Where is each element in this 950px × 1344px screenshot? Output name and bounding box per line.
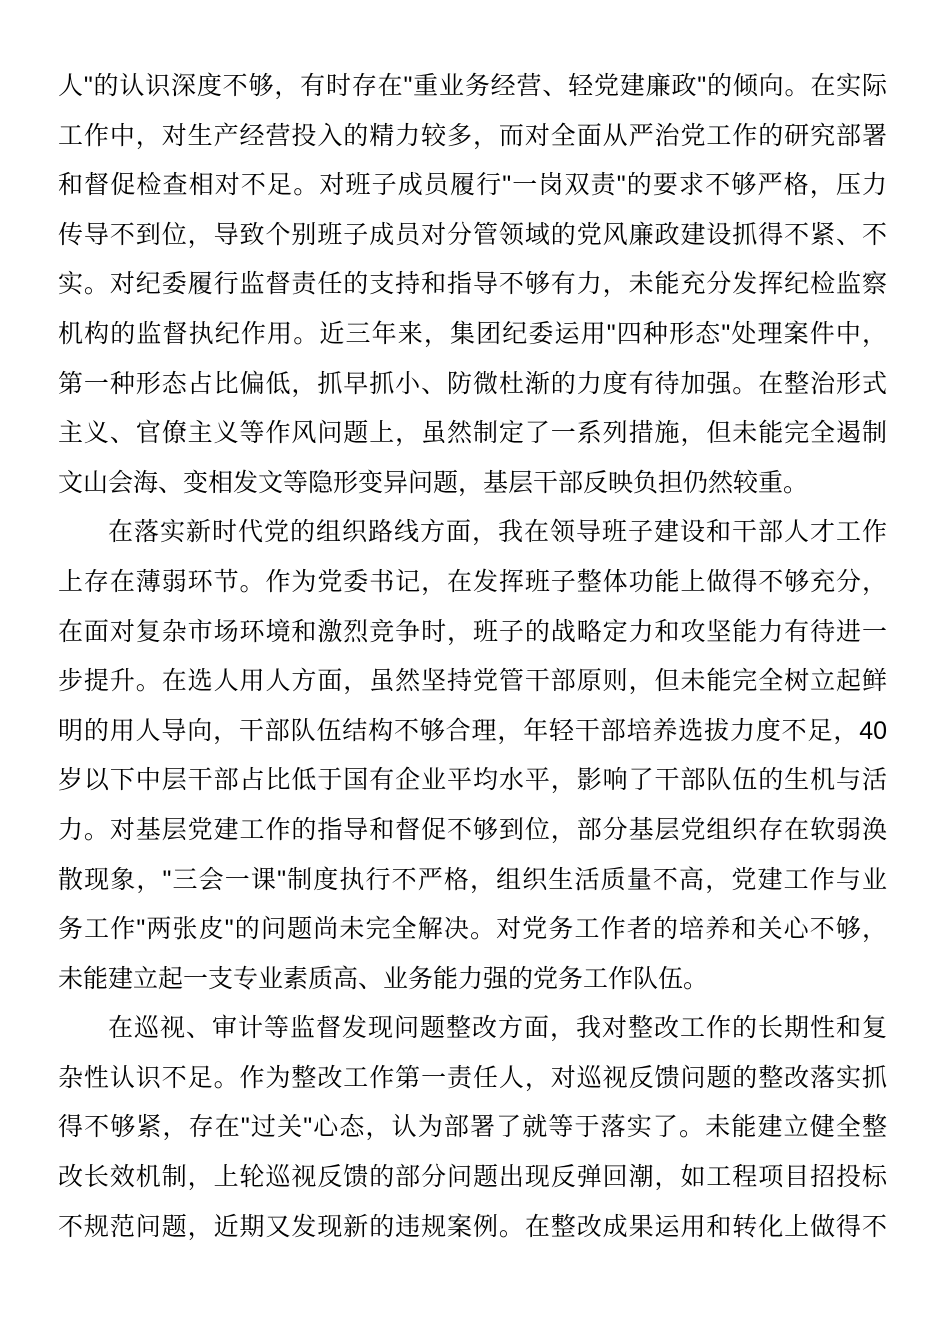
- text-line: 实。对纪委履行监督责任的支持和指导不够有力，未能充分发挥纪检监察: [58, 270, 887, 299]
- text-line: 务工作"两张皮"的问题尚未完全解决。对党务工作者的培养和关心不够，: [58, 915, 887, 944]
- text-line: 人"的认识深度不够，有时存在"重业务经营、轻党建廉政"的倾向。在实际: [58, 72, 887, 100]
- text-line: 明的用人导向，干部队伍结构不够合理，年轻干部培养选拔力度不足，40: [58, 716, 887, 745]
- text-line: 未能建立起一支专业素质高、业务能力强的党务工作队伍。: [58, 964, 709, 993]
- text-line: 机构的监督执纪作用。近三年来，集团纪委运用"四种形态"处理案件中，: [58, 319, 887, 348]
- text-line: 岁以下中层干部占比低于国有企业平均水平，影响了干部队伍的生机与活: [58, 766, 887, 795]
- text-line: 在巡视、审计等监督发现问题整改方面，我对整改工作的长期性和复: [108, 1014, 887, 1043]
- text-line: 工作中，对生产经营投入的精力较多，而对全面从严治党工作的研究部署: [58, 121, 887, 150]
- text-line: 传导不到位，导致个别班子成员对分管领域的党风廉政建设抓得不紧、不: [58, 220, 887, 249]
- document-body: [58, 62, 887, 1252]
- text-line: 步提升。在选人用人方面，虽然坚持党管干部原则，但未能完全树立起鲜: [58, 667, 887, 696]
- text-line: 不规范问题，近期又发现新的违规案例。在整改成果运用和转化上做得不: [58, 1212, 887, 1241]
- text-line: 改长效机制，上轮巡视反馈的部分问题出现反弹回潮，如工程项目招投标: [58, 1163, 887, 1192]
- text-line: 力。对基层党建工作的指导和督促不够到位，部分基层党组织存在软弱涣: [58, 815, 887, 844]
- text-line: 第一种形态占比偏低，抓早抓小、防微杜渐的力度有待加强。在整治形式: [58, 369, 887, 398]
- text-line: 在落实新时代党的组织路线方面，我在领导班子建设和干部人才工作: [108, 518, 887, 547]
- paragraph-1: [58, 62, 887, 508]
- text-line: 散现象，"三会一课"制度执行不严格，组织生活质量不高，党建工作与业: [58, 865, 887, 894]
- text-line: 得不够紧，存在"过关"心态，认为部署了就等于落实了。未能建立健全整: [58, 1113, 887, 1142]
- text-line: 主义、官僚主义等作风问题上，虽然制定了一系列措施，但未能完全遏制: [58, 419, 887, 448]
- paragraph-3: [58, 1004, 887, 1252]
- text-line: 上存在薄弱环节。作为党委书记，在发挥班子整体功能上做得不够充分，: [58, 567, 887, 596]
- text-line: 文山会海、变相发文等隐形变异问题，基层干部反映负担仍然较重。: [58, 468, 809, 497]
- text-line: 在面对复杂市场环境和激烈竞争时，班子的战略定力和攻坚能力有待进一: [58, 617, 887, 646]
- paragraph-2: [58, 508, 887, 1004]
- text-line: 杂性认识不足。作为整改工作第一责任人，对巡视反馈问题的整改落实抓: [58, 1063, 887, 1092]
- text-line: 和督促检查相对不足。对班子成员履行"一岗双责"的要求不够严格，压力: [58, 171, 887, 200]
